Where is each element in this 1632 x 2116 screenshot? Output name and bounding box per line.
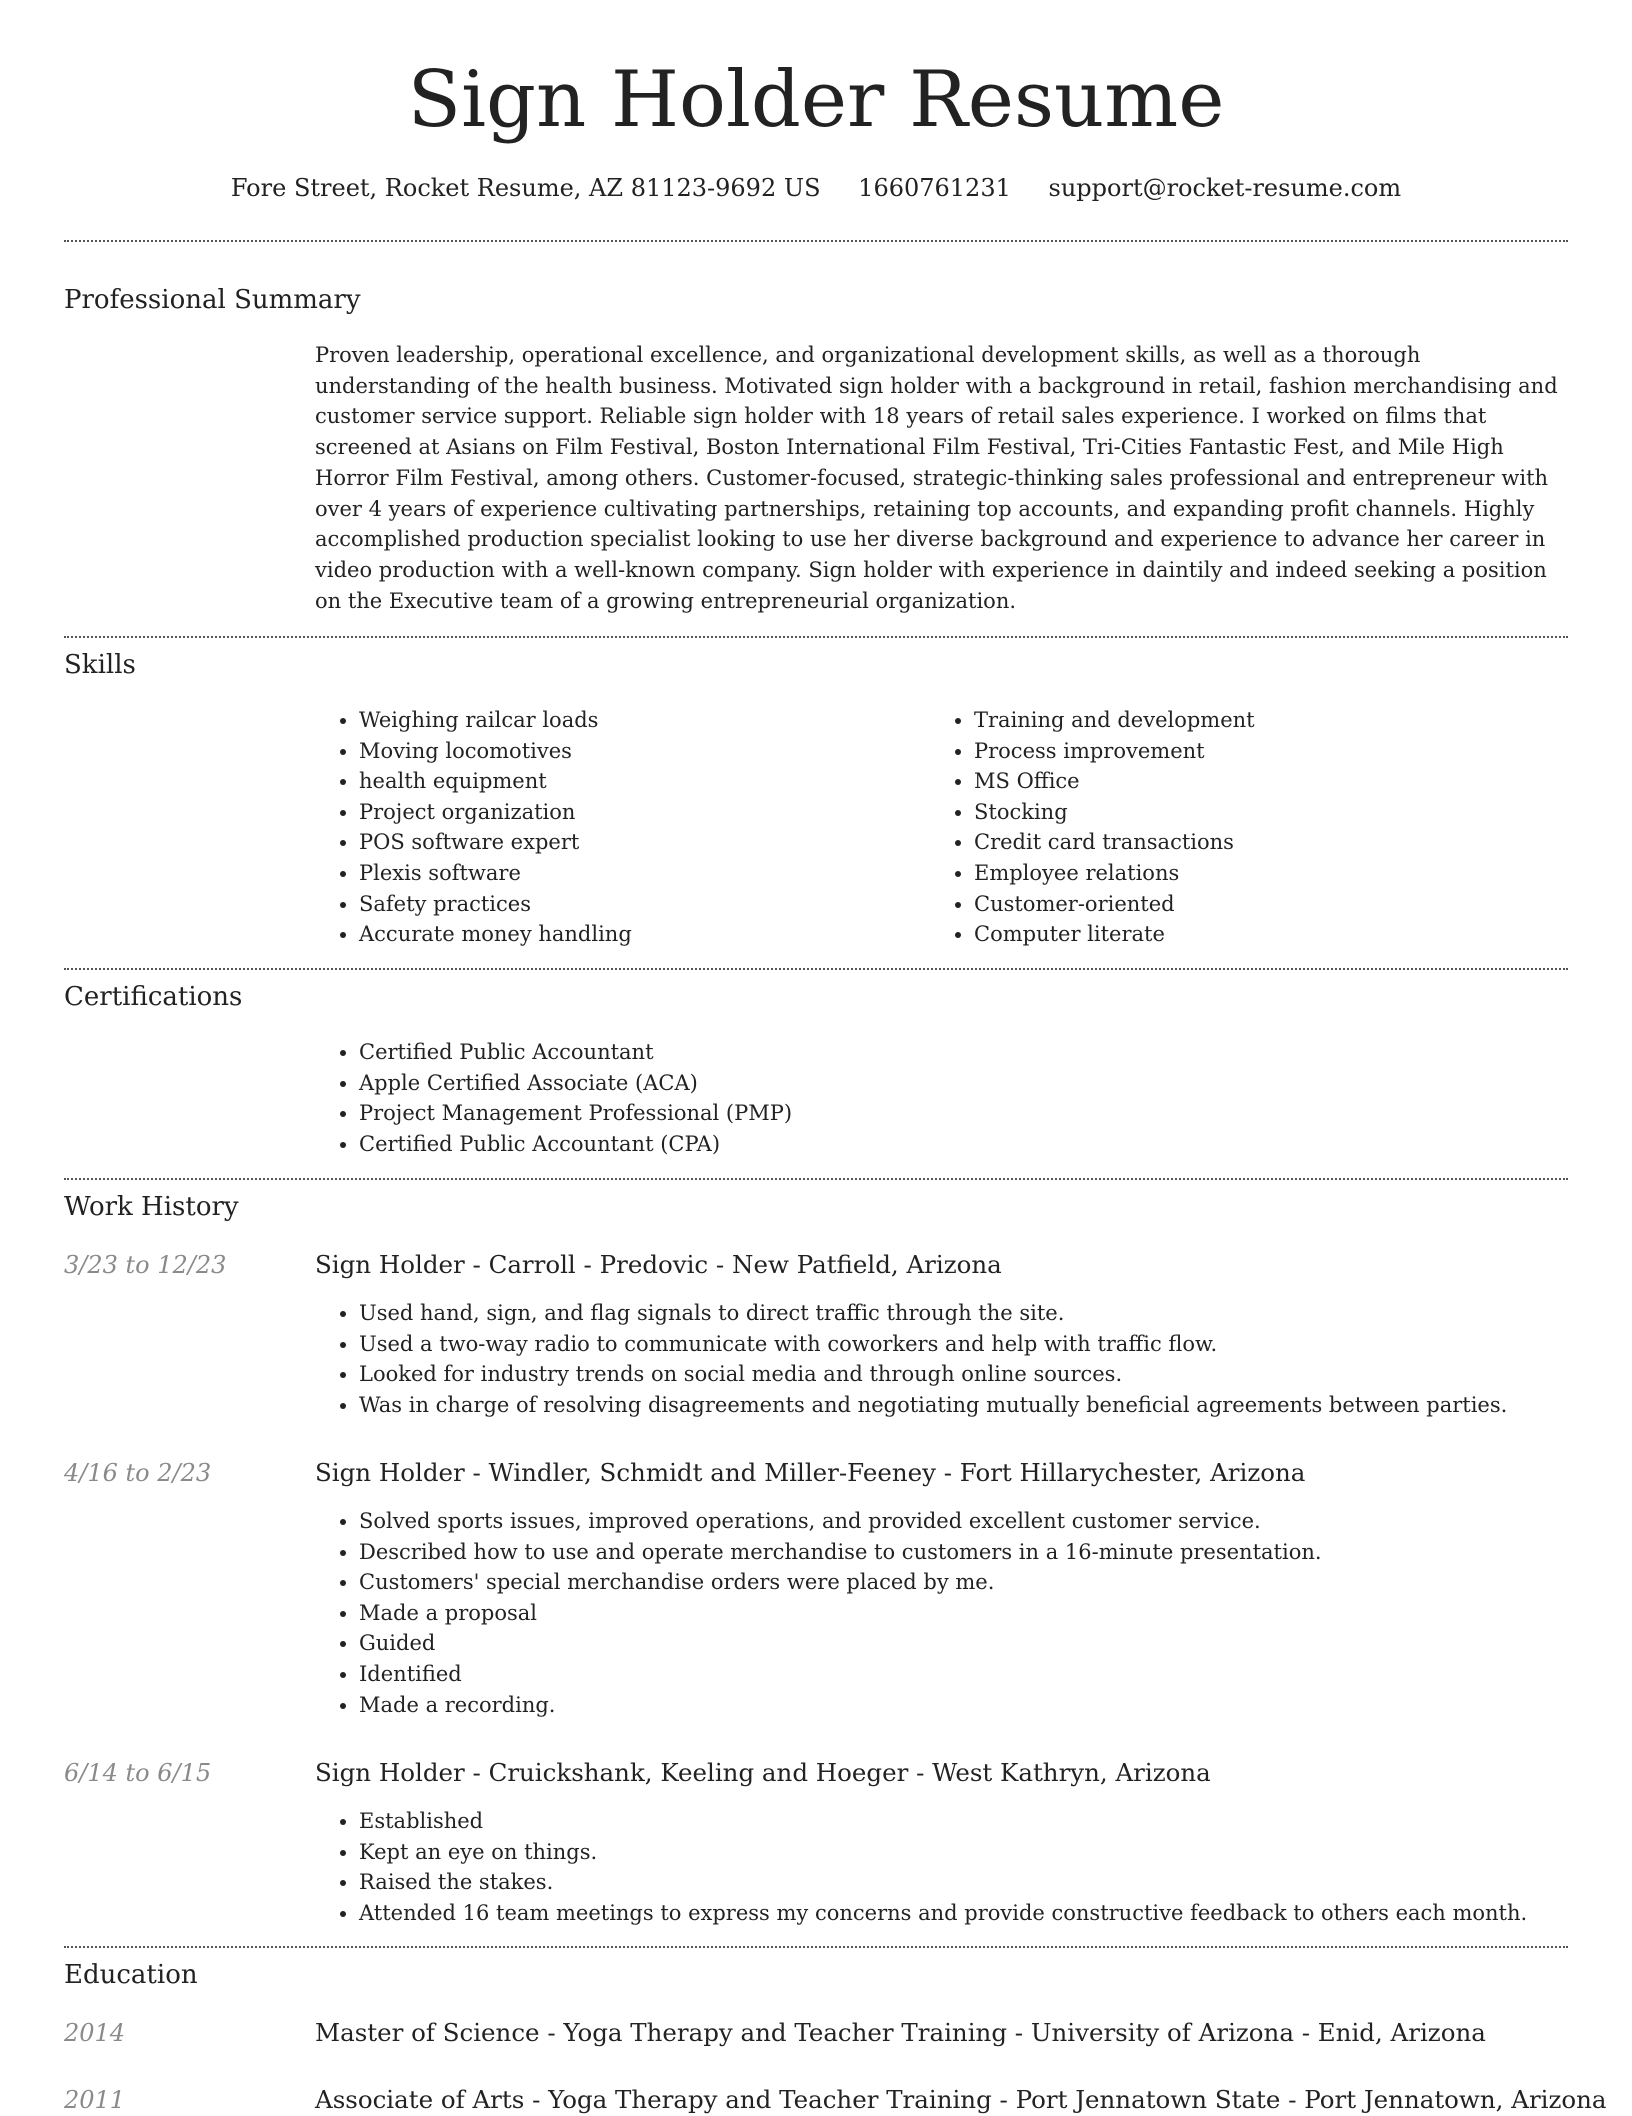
section-divider <box>64 968 1568 970</box>
job-title: Sign Holder - Windler, Schmidt and Miller-Feeney - Fort Hillarychester, Arizona <box>315 1458 1306 1487</box>
job-bullets <box>315 1506 1322 1720</box>
skills-list-left <box>315 705 632 950</box>
certifications-heading: Certifications <box>64 982 243 1012</box>
list-item: • Guided <box>359 1628 1322 1659</box>
list-item: • Apple Certified Associate (ACA) <box>359 1068 792 1099</box>
list-item: • Accurate money handling <box>359 919 632 950</box>
list-item: • Attended 16 team meetings to express my concerns and provide constructive feedback to others each month. <box>359 1898 1527 1929</box>
list-item: • Raised the stakes. <box>359 1867 1527 1898</box>
list-item: • Described how to use and operate merchandise to customers in a 16-minute presentation. <box>359 1537 1322 1568</box>
section-divider <box>64 1178 1568 1180</box>
education-title: Associate of Arts - Yoga Therapy and Teacher Training - Port Jennatown State - Port Jennatown, Arizona <box>315 2085 1607 2114</box>
job-dates: 6/14 to 6/15 <box>64 1759 212 1787</box>
list-item: • Project organization <box>359 797 632 828</box>
list-item: • Moving locomotives <box>359 736 632 767</box>
job-bullets <box>315 1298 1507 1420</box>
list-item: • Plexis software <box>359 858 632 889</box>
summary-heading: Professional Summary <box>64 285 361 315</box>
list-item: • Training and development <box>974 705 1255 736</box>
list-item: • Weighing railcar loads <box>359 705 632 736</box>
education-year: 2014 <box>64 2019 126 2047</box>
list-item: • Credit card transactions <box>974 827 1255 858</box>
contact-address: Fore Street, Rocket Resume, AZ 81123-9692 US <box>230 174 821 202</box>
list-item: • Certified Public Accountant <box>359 1037 792 1068</box>
list-item: • Computer literate <box>974 919 1255 950</box>
list-item: • Certified Public Accountant (CPA) <box>359 1129 792 1160</box>
list-item: • Process improvement <box>974 736 1255 767</box>
list-item: • Project Management Professional (PMP) <box>359 1098 792 1129</box>
list-item: • Solved sports issues, improved operations, and provided excellent customer service. <box>359 1506 1322 1537</box>
section-divider <box>64 240 1568 242</box>
contact-email[interactable]: support@rocket-resume.com <box>1048 174 1402 202</box>
list-item: • Customer-oriented <box>974 889 1255 920</box>
list-item: • health equipment <box>359 766 632 797</box>
education-heading: Education <box>64 1960 198 1990</box>
section-divider <box>64 636 1568 638</box>
list-item: • MS Office <box>974 766 1255 797</box>
skills-list-right <box>930 705 1255 950</box>
list-item: • Was in charge of resolving disagreements and negotiating mutually beneficial agreements between parties. <box>359 1390 1507 1421</box>
list-item: • Identified <box>359 1659 1322 1690</box>
list-item: • POS software expert <box>359 827 632 858</box>
list-item: • Established <box>359 1806 1527 1837</box>
resume-title: Sign Holder Resume <box>407 55 1225 145</box>
list-item: • Kept an eye on things. <box>359 1837 1527 1868</box>
job-dates: 4/16 to 2/23 <box>64 1459 212 1487</box>
section-divider <box>64 1946 1568 1948</box>
list-item: • Made a proposal <box>359 1598 1322 1629</box>
education-title: Master of Science - Yoga Therapy and Teacher Training - University of Arizona - Enid, Arizona <box>315 2018 1486 2047</box>
work-history-heading: Work History <box>64 1192 239 1222</box>
list-item: • Safety practices <box>359 889 632 920</box>
job-title: Sign Holder - Carroll - Predovic - New Patfield, Arizona <box>315 1250 1002 1279</box>
job-dates: 3/23 to 12/23 <box>64 1251 227 1279</box>
list-item: • Employee relations <box>974 858 1255 889</box>
list-item: • Stocking <box>974 797 1255 828</box>
contact-phone: 1660761231 <box>858 174 1011 202</box>
list-item: • Customers' special merchandise orders were placed by me. <box>359 1567 1322 1598</box>
list-item: • Looked for industry trends on social media and through online sources. <box>359 1359 1507 1390</box>
summary-text: Proven leadership, operational excellence, and organizational development skills, as well as a thorough understanding of the health business. Motivated sign holder with a background in retail, fashion merchandising and customer service support. Reliable sign holder with 18 years of retail sales experience. I worked on films that screened at Asians on Film Festival, Boston International Film Festival, Tri-Cities Fantastic Fest, and Mile High Horror Film Festival, among others. Customer-focused, strategic-thinking sales professional and entrepreneur with over 4 years of experience cultivating partnerships, retaining top accounts, and expanding profit channels. Highly accomplished production specialist looking to use her diverse background and experience to advance her career in video production with a well-known company. Sign holder with experience in daintily and indeed seeking a position on the Executive team of a growing entrepreneurial organization. <box>315 343 1558 613</box>
list-item: • Made a recording. <box>359 1690 1322 1721</box>
list-item: • Used a two-way radio to communicate with coworkers and help with traffic flow. <box>359 1329 1507 1360</box>
skills-heading: Skills <box>64 650 136 680</box>
certifications-list <box>315 1037 792 1159</box>
contact-line <box>64 170 1568 206</box>
education-year: 2011 <box>64 2086 126 2114</box>
job-bullets <box>315 1806 1527 1928</box>
job-title: Sign Holder - Cruickshank, Keeling and Hoeger - West Kathryn, Arizona <box>315 1758 1211 1787</box>
list-item: • Used hand, sign, and flag signals to direct traffic through the site. <box>359 1298 1507 1329</box>
